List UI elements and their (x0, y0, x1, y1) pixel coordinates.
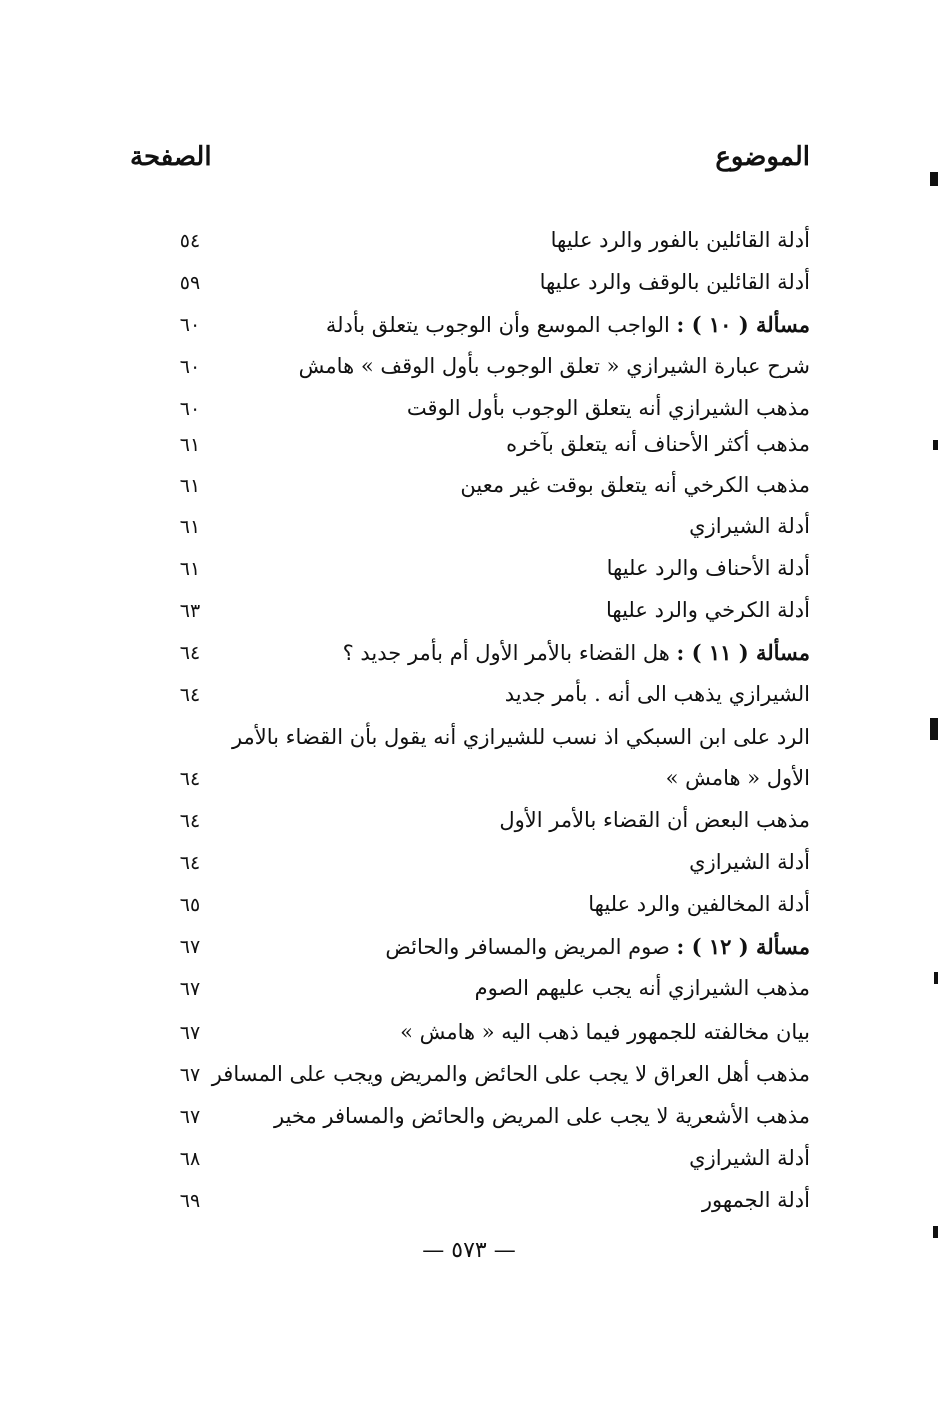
toc-row (0, 1020, 938, 1064)
toc-entry-page: ٥٩ (179, 272, 201, 294)
toc-entry-page: ٦٤ (179, 768, 201, 790)
toc-entry-title: شرح عبارة الشيرازي « تعلق الوجوب بأول الوقف » هامش (298, 354, 810, 378)
topic-column-header: الموضوع (715, 142, 810, 172)
toc-entry-page: ٦٤ (179, 684, 201, 706)
toc-entry-title: مذهب أكثر الأحناف أنه يتعلق بآخره (506, 432, 810, 456)
toc-row (0, 556, 938, 600)
toc-entry-title: بيان مخالفته للجمهور فيما ذهب اليه « هامش » (400, 1020, 810, 1044)
toc-entry-page: ٦٣ (179, 600, 201, 622)
toc-entry-page: ٦٩ (179, 1190, 201, 1212)
page-number-footer: — ٥٧٣ — (422, 1238, 516, 1263)
toc-entry-page: ٦٧ (179, 978, 201, 1000)
toc-entry-page: ٦٠ (179, 398, 201, 420)
toc-entry-page: ٦٧ (179, 1106, 201, 1128)
toc-entry-title: أدلة المخالفين والرد عليها (588, 892, 810, 916)
toc-row (0, 432, 938, 476)
toc-entry-page: ٦٧ (179, 1022, 201, 1044)
scan-edge-mark (933, 440, 938, 450)
toc-entry-title: مذهب الأشعرية لا يجب على المريض والحائض والمسافر مخير (273, 1104, 810, 1128)
toc-entry-title: أدلة القائلين بالفور والرد عليها (550, 228, 810, 252)
issue-label: مسألة ( ١٢ ) : (676, 934, 810, 959)
scan-edge-mark (934, 972, 938, 984)
toc-entry-title: أدلة الشيرازي (689, 514, 810, 538)
toc-row (0, 1104, 938, 1148)
toc-row (0, 312, 938, 356)
toc-row (0, 1188, 938, 1232)
toc-row (0, 598, 938, 642)
toc-entry-page: ٦١ (179, 558, 201, 580)
toc-entry-page: ٦٧ (179, 1064, 201, 1086)
toc-entry-page: ٦١ (179, 434, 201, 456)
toc-row (0, 270, 938, 314)
toc-entry-title: الرد على ابن السبكي اذ نسب للشيرازي أنه يقول بأن القضاء بالأمر (231, 725, 810, 749)
toc-row (0, 766, 938, 810)
toc-row (0, 354, 938, 398)
issue-label: مسألة ( ١١ ) : (676, 640, 810, 665)
toc-entry-title (250, 312, 810, 337)
toc-row (0, 808, 938, 852)
toc-entry-page: ٦١ (179, 516, 201, 538)
toc-row (0, 1062, 938, 1106)
toc-entry-title: أدلة الجمهور (701, 1188, 810, 1212)
toc-entry-title: أدلة الأحناف والرد عليها (606, 556, 810, 580)
toc-entry-title: مذهب أهل العراق لا يجب على الحائض والمريض ويجب على المسافر (211, 1062, 810, 1086)
toc-row (0, 228, 938, 272)
toc-row (0, 976, 938, 1020)
toc-entry-title: أدلة الشيرازي (689, 1146, 810, 1170)
toc-entry-page: ٦٤ (179, 852, 201, 874)
scan-edge-mark (930, 172, 938, 186)
toc-entry-title: الأول « هامش » (665, 766, 810, 790)
toc-row (0, 640, 938, 684)
toc-entry-page: ٦٤ (179, 642, 201, 664)
toc-entry-text: صوم المريض والمسافر والحائض (385, 935, 670, 959)
toc-entry-title: الشيرازي يذهب الى أنه . بأمر جديد (504, 682, 810, 706)
toc-entry-page: ٦٠ (179, 314, 201, 336)
toc-entry-page: ٦٨ (179, 1148, 201, 1170)
issue-label: مسألة ( ١٠ ) : (676, 312, 810, 337)
toc-entry-page: ٦٠ (179, 356, 201, 378)
toc-entry-title: أدلة الشيرازي (689, 850, 810, 874)
scan-edge-mark (930, 718, 938, 740)
toc-entry-page: ٦٥ (179, 894, 201, 916)
toc-entry-title: مذهب البعض أن القضاء بالأمر الأول (499, 808, 810, 832)
toc-entry-title: مذهب الشيرازي أنه يجب عليهم الصوم (474, 976, 810, 1000)
page-column-header: الصفحة (130, 142, 212, 172)
toc-row (0, 682, 938, 726)
toc-entry-title: مذهب الكرخي أنه يتعلق بوقت غير معين (460, 473, 810, 497)
toc-entry-title: أدلة الكرخي والرد عليها (606, 598, 810, 622)
toc-entry-text: الواجب الموسع وأن الوجوب يتعلق بأدلة (325, 313, 670, 337)
toc-entry-page: ٦١ (179, 475, 201, 497)
toc-row (0, 892, 938, 936)
toc-entry-title (250, 640, 810, 665)
toc-entry-text: هل القضاء بالأمر الأول أم بأمر جديد ؟ (342, 641, 670, 665)
toc-entry-title (250, 934, 810, 959)
toc-entry-page: ٥٤ (179, 230, 201, 252)
scan-edge-mark (933, 1226, 938, 1238)
toc-row (0, 725, 938, 769)
toc-row (0, 473, 938, 517)
toc-entry-page: ٦٤ (179, 810, 201, 832)
toc-entry-title: أدلة القائلين بالوقف والرد عليها (539, 270, 810, 294)
toc-entry-page: ٦٧ (179, 936, 201, 958)
toc-row (0, 1146, 938, 1190)
toc-row (0, 850, 938, 894)
toc-row (0, 934, 938, 978)
toc-entry-title: مذهب الشيرازي أنه يتعلق الوجوب بأول الوقت (406, 396, 810, 420)
toc-row (0, 514, 938, 558)
